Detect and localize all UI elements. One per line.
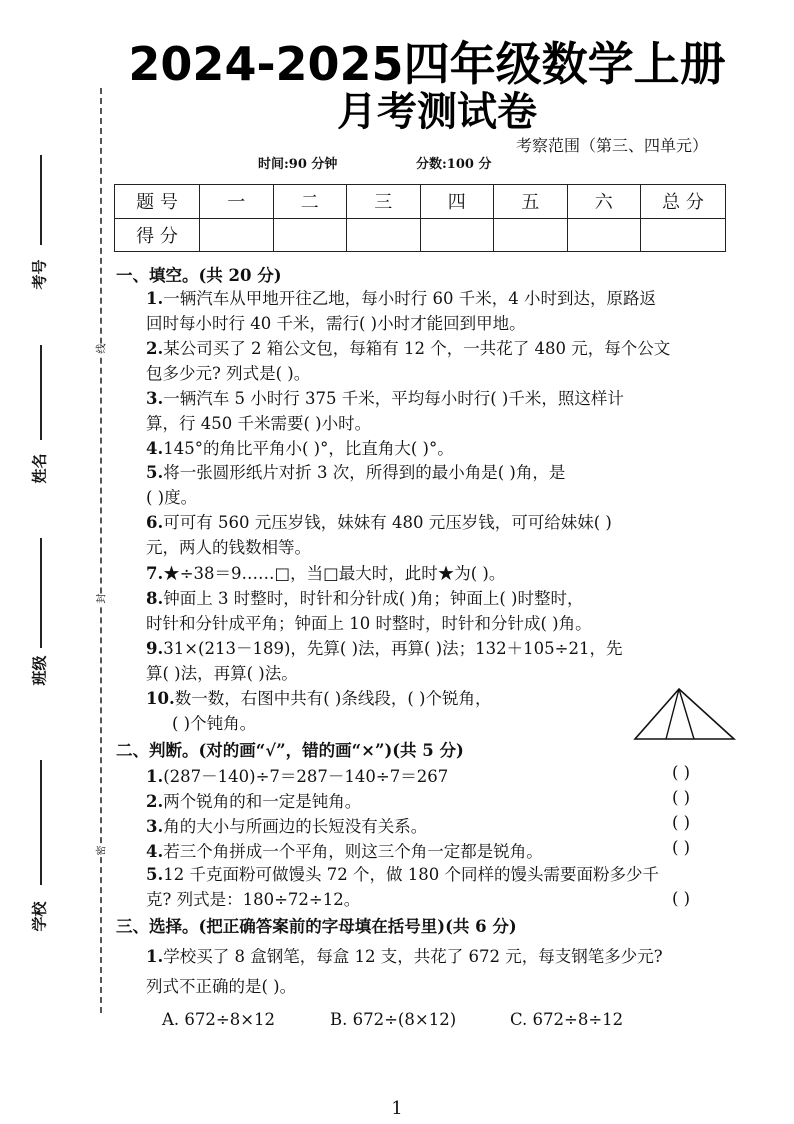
option-a[interactable]: A. 672÷8×12 <box>162 1010 276 1029</box>
cut-mark-seal: 封 <box>92 594 109 604</box>
judge-item-3 <box>146 813 736 837</box>
section2-heading: 二、判断。(对的画“√”，错的画“×”)(共 5 分) <box>116 741 464 760</box>
item-text: 两个锐角的和一定是钝角。 <box>163 792 362 811</box>
question-number: 6. <box>146 513 164 532</box>
score-header-cell: 五 <box>494 185 568 219</box>
question-text: 可可有 560 元压岁钱，妹妹有 480 元压岁钱，可可给妹妹( ) <box>163 513 612 532</box>
label-exam-number: 考号 <box>30 259 49 290</box>
question-number: 9. <box>146 639 164 658</box>
item-text: 12 千克面粉可做馒头 72 个，做 180 个同样的馒头需要面粉多少千 <box>163 865 659 884</box>
class-line <box>40 538 42 648</box>
question-1 <box>146 286 736 336</box>
triangle-figure <box>632 686 738 742</box>
question-text-cont: 包多少元? 列式是( )。 <box>146 364 311 383</box>
item-text: 角的大小与所画边的长短没有关系。 <box>163 817 428 836</box>
title-line2: 月考测试卷 <box>337 89 537 135</box>
judge-item-5 <box>146 862 736 912</box>
question-4 <box>146 436 736 461</box>
question-text-cont: 算( )法，再算( )法。 <box>146 664 298 683</box>
question-6 <box>146 510 736 560</box>
question-text-cont: 回时每小时行 40 千米，需行( )小时才能回到甲地。 <box>146 314 526 333</box>
school-line <box>40 760 42 885</box>
question-text: 一辆汽车 5 小时行 375 千米，平均每小时行( )千米，照这样计 <box>163 389 624 408</box>
question-2 <box>146 336 736 386</box>
page-number: 1 <box>391 1098 403 1119</box>
question-7 <box>146 561 736 586</box>
question-3 <box>146 386 736 436</box>
label-school: 学校 <box>30 901 49 932</box>
question-number: 8. <box>146 589 164 608</box>
score-table-header-row <box>115 185 726 219</box>
score-header-cell: 二 <box>273 185 347 219</box>
question-number: 1. <box>146 947 164 966</box>
answer-paren[interactable]: ( ) <box>672 813 691 832</box>
question-5 <box>146 460 736 510</box>
answer-paren[interactable]: ( ) <box>672 889 691 908</box>
question-text-cont: ( )个钝角。 <box>172 714 257 733</box>
question-text: 145°的角比平角小( )°，比直角大( )°。 <box>163 439 454 458</box>
score-table-score-row <box>115 218 726 252</box>
answer-paren[interactable]: ( ) <box>672 838 691 857</box>
judge-item-1 <box>146 763 736 787</box>
name-line <box>40 345 42 440</box>
item-number: 1. <box>146 767 164 786</box>
question-text-cont: ( )度。 <box>146 488 198 507</box>
score-header-cell: 一 <box>200 185 274 219</box>
score-header-cell: 题 号 <box>115 185 200 219</box>
score-header-cell: 三 <box>347 185 421 219</box>
binding-dashed-line <box>100 88 102 1013</box>
score-cell[interactable] <box>567 218 641 252</box>
item-number: 5. <box>146 865 164 884</box>
question-text: 学校买了 8 盒钢笔，每盒 12 支，共花了 672 元，每支钢笔多少元? <box>163 947 663 966</box>
question-number: 7. <box>146 564 164 583</box>
section1-heading: 一、填空。(共 20 分) <box>116 266 282 285</box>
option-c[interactable]: C. 672÷8÷12 <box>510 1010 624 1029</box>
score-cell[interactable] <box>494 218 568 252</box>
exam-total-score: 分数:100 分 <box>416 157 492 172</box>
item-number: 4. <box>146 842 164 861</box>
option-b[interactable]: B. 672÷(8×12) <box>330 1010 457 1029</box>
question-9 <box>146 636 736 686</box>
item-text: 若三个角拼成一个平角，则这三个角一定都是锐角。 <box>163 842 543 861</box>
score-cell[interactable] <box>273 218 347 252</box>
cut-mark-line: 线 <box>92 344 109 354</box>
item-number: 2. <box>146 792 164 811</box>
question-text-cont: 元，两人的钱数相等。 <box>146 538 311 557</box>
score-header-cell: 六 <box>567 185 641 219</box>
triangle-outline <box>635 689 734 739</box>
question-number: 1. <box>146 289 164 308</box>
question-number: 10. <box>146 689 175 708</box>
question-text: 31×(213－189)，先算( )法，再算( )法；132＋105÷21，先 <box>163 639 623 658</box>
question-text: 将一张圆形纸片对折 3 次，所得到的最小角是( )角，是 <box>163 463 566 482</box>
exam-time: 时间:90 分钟 <box>258 157 338 172</box>
item-text-cont: 克? 列式是：180÷72÷12。 <box>146 890 361 909</box>
question-number: 2. <box>146 339 164 358</box>
choice-question-1 <box>146 942 736 1002</box>
label-class: 班级 <box>30 655 49 686</box>
item-text: (287－140)÷7＝287－140÷7＝267 <box>163 767 449 786</box>
title-line1: 2024-2025四年级数学上册 <box>128 37 726 91</box>
item-number: 3. <box>146 817 164 836</box>
cut-mark-secret: 密 <box>92 846 109 856</box>
question-text-cont: 时针和分针成平角；钟面上 10 时整时，时针和分针成( )角。 <box>146 614 592 633</box>
judge-item-4 <box>146 838 736 862</box>
score-cell[interactable] <box>200 218 274 252</box>
question-number: 4. <box>146 439 164 458</box>
exam-number-line <box>40 155 42 245</box>
question-8 <box>146 586 736 636</box>
question-10 <box>146 686 626 736</box>
answer-paren[interactable]: ( ) <box>672 788 691 807</box>
judge-item-2 <box>146 788 736 812</box>
section3-heading: 三、选择。(把正确答案前的字母填在括号里)(共 6 分) <box>116 917 517 936</box>
question-text: 某公司买了 2 箱公文包，每箱有 12 个，一共花了 480 元，每个公文 <box>163 339 671 358</box>
exam-scope: 考察范围（第三、四单元） <box>516 136 709 155</box>
question-text-cont: 算，行 450 千米需要( )小时。 <box>146 414 372 433</box>
label-name: 姓名 <box>30 453 49 484</box>
question-number: 5. <box>146 463 164 482</box>
score-header-cell: 四 <box>420 185 494 219</box>
score-cell[interactable] <box>420 218 494 252</box>
question-text: 数一数，右图中共有( )条线段，( )个锐角， <box>174 689 492 708</box>
answer-paren[interactable]: ( ) <box>672 763 691 782</box>
score-cell[interactable] <box>641 218 726 252</box>
score-table <box>114 184 726 252</box>
question-number: 3. <box>146 389 164 408</box>
score-cell[interactable] <box>347 218 421 252</box>
score-header-cell: 总 分 <box>641 185 726 219</box>
question-text-cont: 列式不正确的是( )。 <box>146 977 297 996</box>
score-row-label: 得 分 <box>115 218 200 252</box>
question-text: ★÷38＝9……□，当□最大时，此时★为( )。 <box>163 564 506 583</box>
question-text: 钟面上 3 时整时，时针和分针成( )角；钟面上( )时整时， <box>163 589 584 608</box>
question-text: 一辆汽车从甲地开往乙地，每小时行 60 千米，4 小时到达，原路返 <box>163 289 656 308</box>
